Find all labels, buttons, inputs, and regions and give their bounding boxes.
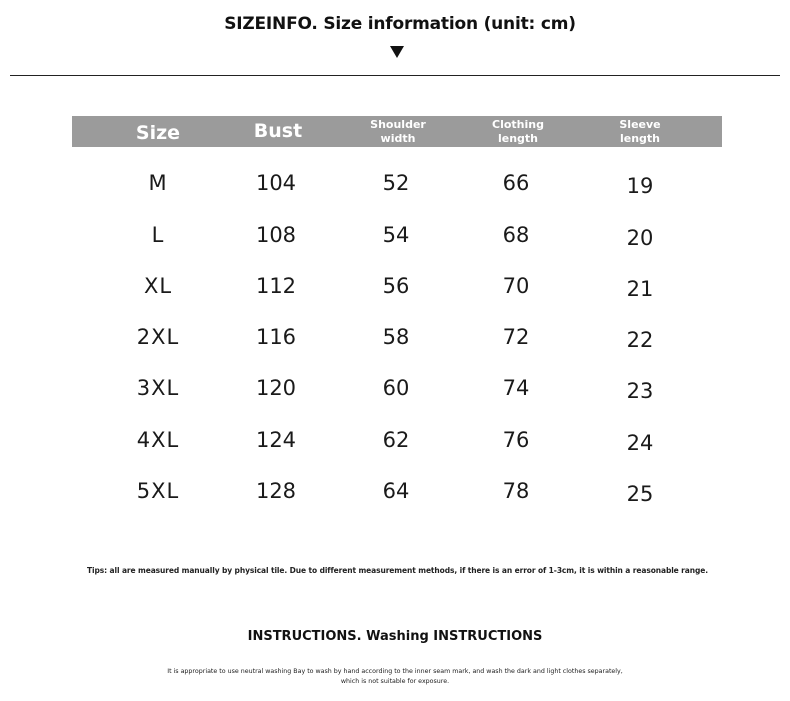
table-cell-sleeve-length: 23 [626,379,654,403]
table-row [72,368,722,408]
column-header-bust: Bust [253,119,303,142]
table-cell-sleeve-length: 19 [626,174,654,198]
table-cell-sleeve-length: 22 [626,328,654,352]
table-cell-size: 3XL [136,376,180,400]
table-cell-bust: 104 [255,171,297,195]
table-cell-size: 5XL [136,479,180,503]
divider [10,75,780,76]
table-cell-clothing-length: 68 [502,223,530,247]
table-cell-bust: 120 [255,376,297,400]
table-cell-size: M [148,171,168,195]
table-cell-shoulder-width: 58 [382,325,410,349]
table-cell-size: 4XL [136,428,180,452]
table-cell-sleeve-length: 24 [626,431,654,455]
table-cell-shoulder-width: 56 [382,274,410,298]
column-header-size: Size [135,121,181,144]
column-header-sleeve-length: Sleeve length [619,117,661,145]
table-row [72,266,722,306]
table-cell-bust: 112 [255,274,297,298]
table-cell-shoulder-width: 64 [382,479,410,503]
table-cell-clothing-length: 78 [502,479,530,503]
table-cell-bust: 108 [255,223,297,247]
table-row [72,317,722,357]
table-row [72,420,722,460]
table-cell-bust: 116 [255,325,297,349]
table-cell-clothing-length: 70 [502,274,530,298]
table-cell-shoulder-width: 60 [382,376,410,400]
table-cell-clothing-length: 74 [502,376,530,400]
table-cell-size: XL [143,274,173,298]
table-cell-sleeve-length: 21 [626,277,654,301]
table-row [72,471,722,511]
table-cell-size: L [151,223,165,247]
page-title: SIZEINFO. Size information (unit: cm) [224,14,576,34]
table-row [72,163,722,203]
triangle-down-icon [390,46,404,58]
table-cell-clothing-length: 76 [502,428,530,452]
table-cell-shoulder-width: 62 [382,428,410,452]
table-cell-clothing-length: 72 [502,325,530,349]
washing-instructions-title: INSTRUCTIONS. Washing INSTRUCTIONS [247,629,543,644]
table-row [72,215,722,255]
column-header-clothing-length: Clothing length [492,117,544,145]
table-cell-shoulder-width: 52 [382,171,410,195]
table-cell-size: 2XL [136,325,180,349]
table-cell-sleeve-length: 20 [626,226,654,250]
measurement-tips: Tips: all are measured manually by physical tile. Due to different measurement methods, if there is an error of 1-3cm, it is within a reasonable range. [87,566,708,575]
washing-instructions-text: It is appropriate to use neutral washing Bay to wash by hand according to the inner seam mark, and wash the dark and light clothes separately, which is not suitable for exposure. [167,668,623,685]
column-header-shoulder-width: Shoulder width [370,117,426,145]
table-cell-sleeve-length: 25 [626,482,654,506]
table-cell-bust: 124 [255,428,297,452]
table-cell-clothing-length: 66 [502,171,530,195]
table-cell-bust: 128 [255,479,297,503]
table-cell-shoulder-width: 54 [382,223,410,247]
size-table-header [72,116,722,147]
